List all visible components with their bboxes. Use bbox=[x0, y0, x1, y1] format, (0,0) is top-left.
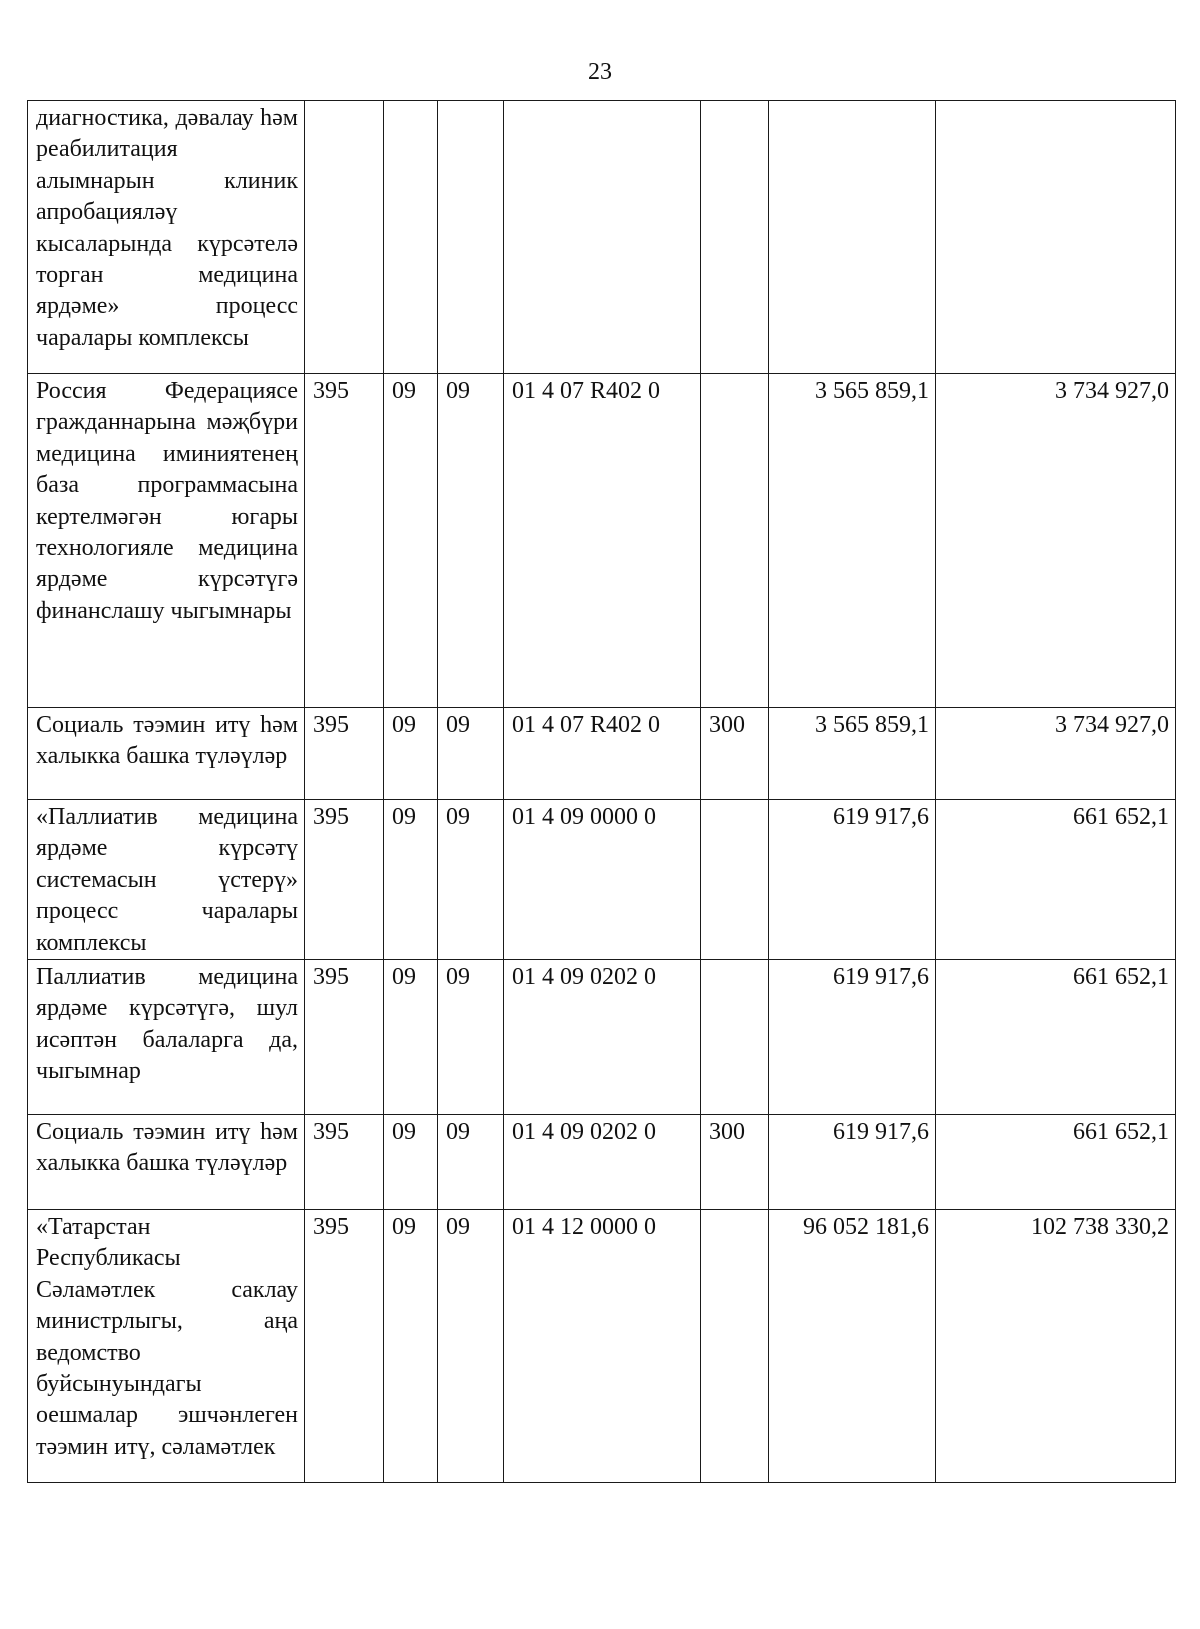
page-number: 23 bbox=[588, 59, 612, 85]
table-row bbox=[28, 960, 1176, 1115]
subsection-code-cell: 09 bbox=[438, 1115, 504, 1210]
ministry-code-cell: 395 bbox=[305, 960, 384, 1115]
table-row bbox=[28, 374, 1176, 708]
row-name-cell: Социаль тәэмин итү һәм халыкка башка түләүләр bbox=[28, 708, 305, 800]
ministry-code-cell: 395 bbox=[305, 800, 384, 960]
amount-year1-cell: 619 917,6 bbox=[769, 1115, 936, 1210]
table-row bbox=[28, 708, 1176, 800]
target-article-cell: 01 4 07 R402 0 bbox=[504, 708, 701, 800]
amount-year1-cell: 619 917,6 bbox=[769, 960, 936, 1115]
amount-year1-cell: 619 917,6 bbox=[769, 800, 936, 960]
amount-year2-cell: 661 652,1 bbox=[936, 1115, 1176, 1210]
section-code-cell: 09 bbox=[384, 960, 438, 1115]
ministry-code-cell: 395 bbox=[305, 1115, 384, 1210]
amount-year2-cell: 661 652,1 bbox=[936, 960, 1176, 1115]
table-row bbox=[28, 1210, 1176, 1483]
subsection-code-cell bbox=[438, 101, 504, 374]
subsection-code-cell: 09 bbox=[438, 1210, 504, 1483]
expense-type-cell bbox=[701, 1210, 769, 1483]
section-code-cell: 09 bbox=[384, 1115, 438, 1210]
target-article-cell: 01 4 09 0202 0 bbox=[504, 960, 701, 1115]
section-code-cell: 09 bbox=[384, 1210, 438, 1483]
row-name-cell: Социаль тәэмин итү һәм халыкка башка түләүләр bbox=[28, 1115, 305, 1210]
row-name-cell: Россия Федерациясе гражданнарына мәҗбүри медицина иминиятенең база программасына кертелмәгән югары технологияле медицина ярдәме күрсәтүгә финанслашу чыгымнары bbox=[28, 374, 305, 708]
target-article-cell: 01 4 09 0202 0 bbox=[504, 1115, 701, 1210]
subsection-code-cell: 09 bbox=[438, 374, 504, 708]
ministry-code-cell bbox=[305, 101, 384, 374]
amount-year2-cell: 661 652,1 bbox=[936, 800, 1176, 960]
amount-year2-cell: 3 734 927,0 bbox=[936, 374, 1176, 708]
amount-year1-cell: 3 565 859,1 bbox=[769, 374, 936, 708]
table-row bbox=[28, 1115, 1176, 1210]
expense-type-cell: 300 bbox=[701, 708, 769, 800]
section-code-cell: 09 bbox=[384, 708, 438, 800]
target-article-cell bbox=[504, 101, 701, 374]
section-code-cell: 09 bbox=[384, 800, 438, 960]
ministry-code-cell: 395 bbox=[305, 1210, 384, 1483]
expense-type-cell bbox=[701, 800, 769, 960]
expense-type-cell bbox=[701, 374, 769, 708]
subsection-code-cell: 09 bbox=[438, 960, 504, 1115]
table-row bbox=[28, 101, 1176, 374]
ministry-code-cell: 395 bbox=[305, 374, 384, 708]
expense-type-cell bbox=[701, 101, 769, 374]
amount-year1-cell bbox=[769, 101, 936, 374]
section-code-cell bbox=[384, 101, 438, 374]
ministry-code-cell: 395 bbox=[305, 708, 384, 800]
row-name-cell: «Татарстан Республикасы Сәламәтлек саклау министрлыгы, аңа ведомство буйсынуындагы оешмалар эшчәнлеген тәэмин итү, сәламәтлек bbox=[28, 1210, 305, 1483]
budget-table bbox=[27, 100, 1176, 1483]
target-article-cell: 01 4 12 0000 0 bbox=[504, 1210, 701, 1483]
amount-year2-cell bbox=[936, 101, 1176, 374]
subsection-code-cell: 09 bbox=[438, 800, 504, 960]
table-row bbox=[28, 800, 1176, 960]
amount-year1-cell: 3 565 859,1 bbox=[769, 708, 936, 800]
row-name-cell: «Паллиатив медицина ярдәме күрсәтү системасын үстерү» процесс чаралары комплексы bbox=[28, 800, 305, 960]
section-code-cell: 09 bbox=[384, 374, 438, 708]
row-name-cell: диагностика, дәвалау һәм реабилитация алымнарын клиник апробацияләү кысаларында күрсәтелә торган медицина ярдәме» процесс чаралары комплексы bbox=[28, 101, 305, 374]
target-article-cell: 01 4 09 0000 0 bbox=[504, 800, 701, 960]
amount-year1-cell: 96 052 181,6 bbox=[769, 1210, 936, 1483]
amount-year2-cell: 102 738 330,2 bbox=[936, 1210, 1176, 1483]
expense-type-cell bbox=[701, 960, 769, 1115]
subsection-code-cell: 09 bbox=[438, 708, 504, 800]
expense-type-cell: 300 bbox=[701, 1115, 769, 1210]
row-name-cell: Паллиатив медицина ярдәме күрсәтүгә, шул исәптән балаларга да, чыгымнар bbox=[28, 960, 305, 1115]
amount-year2-cell: 3 734 927,0 bbox=[936, 708, 1176, 800]
target-article-cell: 01 4 07 R402 0 bbox=[504, 374, 701, 708]
